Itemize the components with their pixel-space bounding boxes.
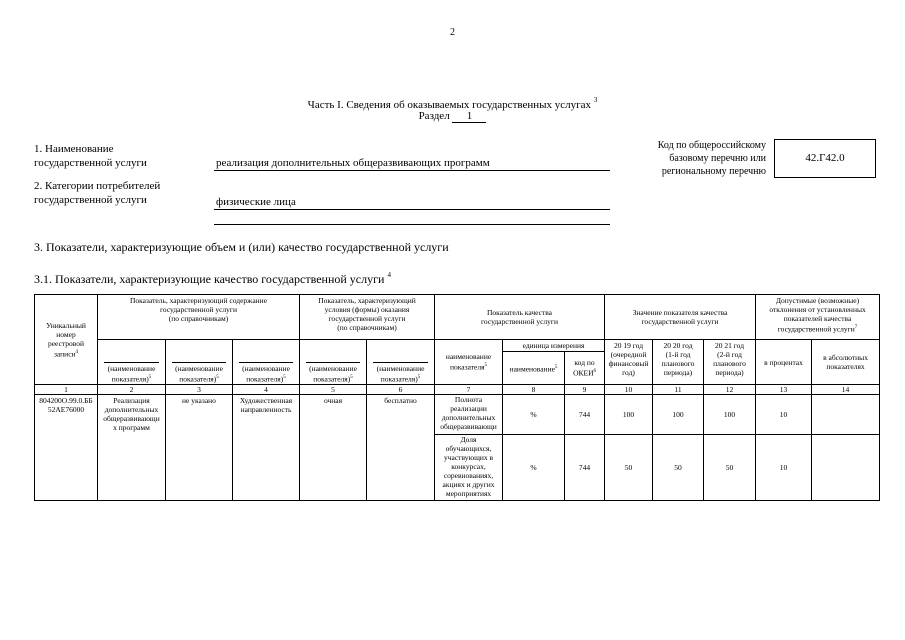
value-year-3: 100 (704, 395, 756, 435)
col-number: 14 (812, 385, 880, 395)
header-content-name-2: (наименование показателя)$^5$ (166, 340, 233, 385)
unit-name: % (503, 435, 565, 501)
part-title-note: 3 (593, 96, 598, 104)
header-allowed-deviations: Допустимые (возможные) отклонения от установленных показателей качества государственной услуги$^7$ (756, 295, 880, 340)
table-row (35, 395, 880, 435)
content-indicator-3: Художественная направленность (233, 395, 300, 501)
header-condition-name-1: (наименование показателя)$^5$ (300, 340, 367, 385)
content-indicator-1: Реализация дополнительных общеразвивающи х программ (98, 395, 166, 501)
header-okei: код по ОКЕИ$^6$ (565, 352, 605, 385)
header-indicator-name: наименование показателя$^5$ (435, 340, 503, 385)
header-unique-number: Уникальный номер реестровой записи$^4$ (35, 295, 98, 385)
section31-title: 3.1. Показатели, характеризующие качество государственной услуги $^4$ (34, 271, 391, 286)
condition-indicator-2: бесплатно (367, 395, 435, 501)
col-number: 8 (503, 385, 565, 395)
service-name-label: 1. Наименование государственной услуги (34, 143, 147, 169)
consumers-extra-line (214, 224, 610, 225)
header-year-3: 20 21 год (2-й год планового периода) (704, 340, 756, 385)
col-number: 11 (653, 385, 704, 395)
col-number: 4 (233, 385, 300, 395)
value-year-2: 100 (653, 395, 704, 435)
header-year-1: 20 19 год (очередной финансовый год) (605, 340, 653, 385)
col-number: 9 (565, 385, 605, 395)
section31-note: 4 (387, 271, 391, 279)
condition-indicator-1: очная (300, 395, 367, 501)
value-year-1: 100 (605, 395, 653, 435)
col-number: 5 (300, 385, 367, 395)
col-number: 7 (435, 385, 503, 395)
col-number: 6 (367, 385, 435, 395)
header-indicator-values: Значение показателя качества государственной услуги (605, 295, 756, 340)
consumers-value: физические лица (214, 195, 610, 210)
registry-code-label: Код по общероссийскому базовому перечню или региональному перечню (657, 140, 766, 177)
deviation-absolute (812, 395, 880, 435)
section-number: Раздел 1 (0, 110, 905, 123)
column-numbers-row (35, 385, 880, 395)
registry-code-box: 42.Г42.0 (774, 139, 876, 178)
section-number-value: 1 (452, 110, 486, 123)
consumers-label: 2. Категории потребителей государственной услуги (34, 180, 161, 206)
page-number: 2 (450, 27, 455, 38)
header-unit-name: наименование$^5$ (503, 352, 565, 385)
section3-title: 3. Показатели, характеризующие объем и (или) качество государственной услуги (34, 240, 449, 254)
header-content-indicator: Показатель, характеризующий содержание государственной услуги (по справочникам) (98, 295, 300, 340)
header-absolute: в абсолютных показателях (812, 340, 880, 385)
col-number: 3 (166, 385, 233, 395)
unit-name: % (503, 395, 565, 435)
quality-indicators-table (34, 294, 880, 501)
content-indicator-2: не указано (166, 395, 233, 501)
part-title: Часть I. Сведения об оказываемых государственных услугах $^3$ (307, 96, 598, 111)
deviation-absolute (812, 435, 880, 501)
service-name-value: реализация дополнительных общеразвивающих программ (214, 156, 610, 171)
header-year-2: 20 20 год (1-й год планового периода) (653, 340, 704, 385)
okei-code: 744 (565, 395, 605, 435)
value-year-3: 50 (704, 435, 756, 501)
value-year-2: 50 (653, 435, 704, 501)
quality-indicator-name: Полнота реализации дополнительных общеразвивающи (435, 395, 503, 435)
col-number: 13 (756, 385, 812, 395)
quality-indicator-name: Доля обучающихся, участвующих в конкурсах, соревнованиях, акциях и других мероприятиях (435, 435, 503, 501)
col-number: 12 (704, 385, 756, 395)
header-quality-indicator: Показатель качества государственной услуги (435, 295, 605, 340)
col-number: 2 (98, 385, 166, 395)
deviation-percent: 10 (756, 435, 812, 501)
header-content-name-3: (наименование показателя)$^5$ (233, 340, 300, 385)
deviation-percent: 10 (756, 395, 812, 435)
header-content-name-1: (наименование показателя)$^5$ (98, 340, 166, 385)
value-year-1: 50 (605, 435, 653, 501)
header-condition-name-2: (наименование показателя)$^5$ (367, 340, 435, 385)
col-number: 10 (605, 385, 653, 395)
header-conditions-indicator: Показатель, характеризующий условия (формы) оказания государственной услуги (по справочникам) (300, 295, 435, 340)
header-unit: единица измерения (503, 340, 605, 352)
col-number: 1 (35, 385, 98, 395)
okei-code: 744 (565, 435, 605, 501)
header-percent: в процентах (756, 340, 812, 385)
record-number: 804200О.99.0.ББ 52АЕ76000 (35, 395, 98, 501)
